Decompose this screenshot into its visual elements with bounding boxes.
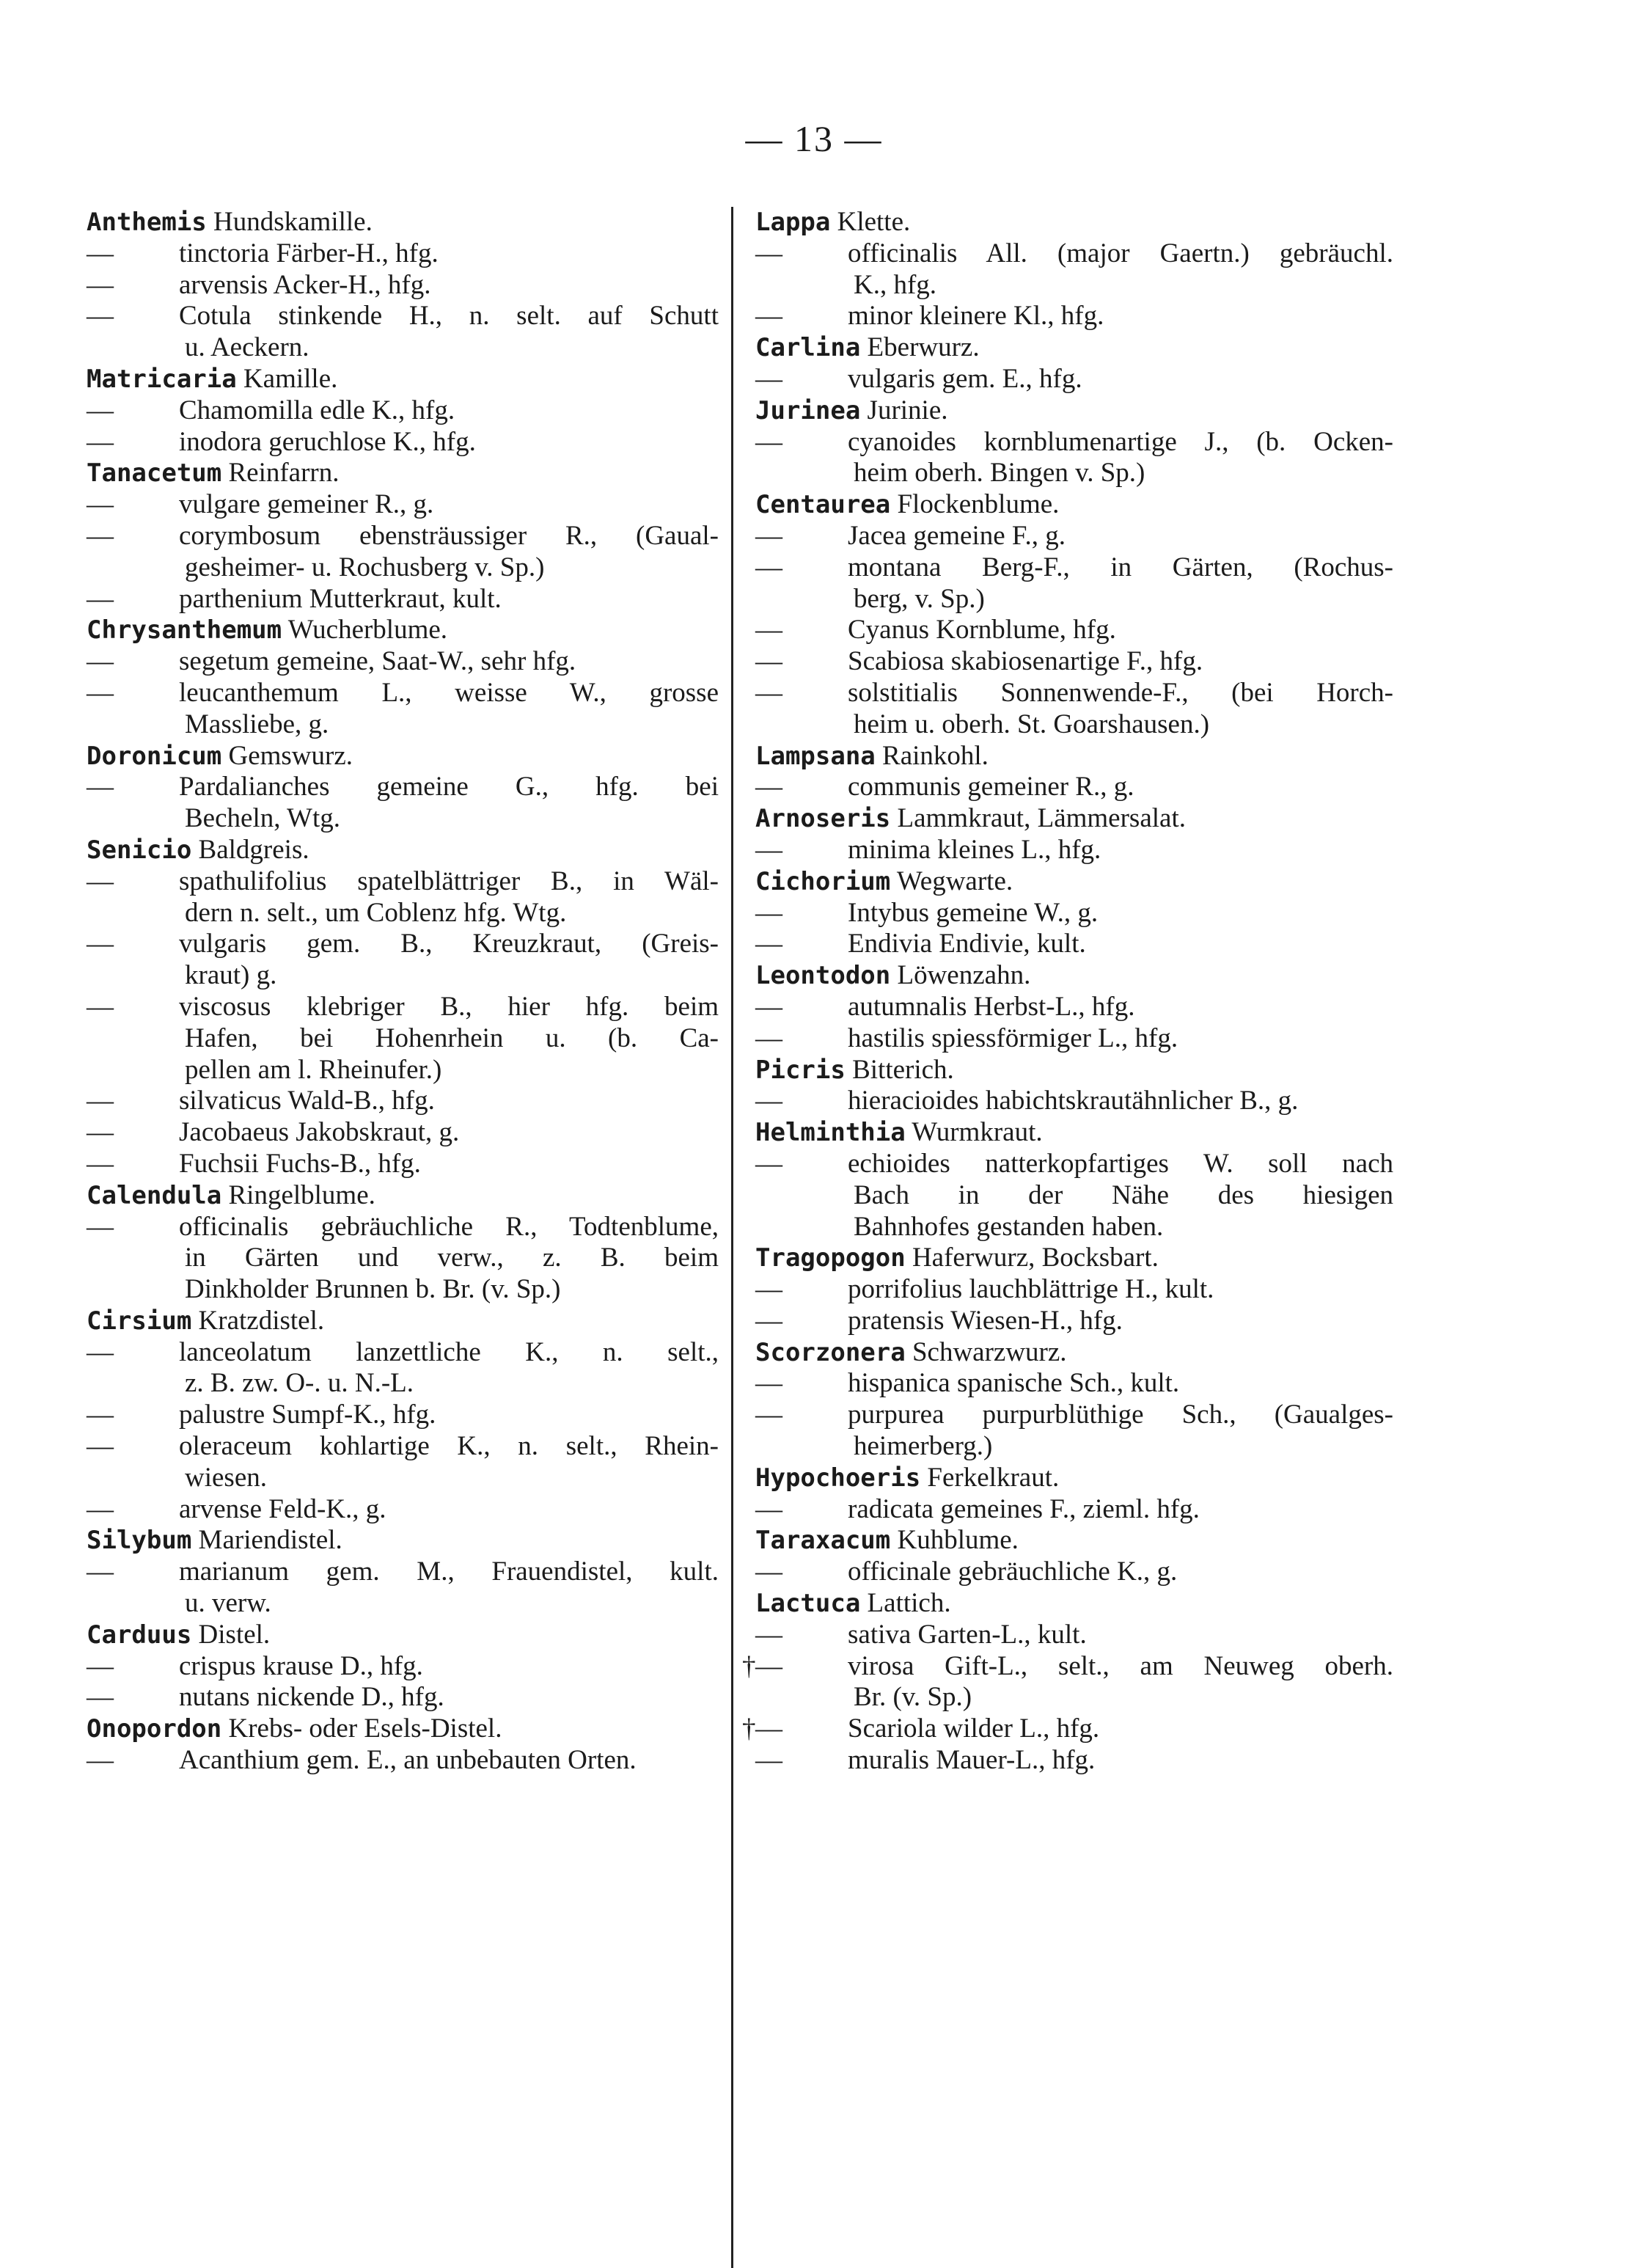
species-entry [87,1494,719,1526]
genus-name: Picris [755,1055,846,1085]
genus-entry [755,960,1393,992]
continuation-text: pellen am l. Rheinufer.) [185,1054,442,1085]
species-text: Pardalianches gemeine G., hfg. bei [179,772,719,802]
genus-entry [755,1243,1393,1274]
species-text: corymbosum ebensträussiger R., (Gaual- [179,520,719,551]
species-entry [87,1400,719,1431]
species-entry [87,1431,719,1463]
species-text: virosa Gift-L., selt., am Neuweg oberh. [848,1650,1393,1681]
continuation-text: u. verw. [185,1588,271,1619]
species-text: marianum gem. M., Frauendistel, kult. [179,1556,719,1587]
ditto-dash [755,1149,848,1180]
genus-common-name: Krebs- oder Esels-Distel. [228,1713,502,1744]
ditto-dash [755,1274,848,1306]
continuation-text: Bahnhofes gestanden haben. [854,1211,1164,1242]
ditto-dash [755,521,848,552]
species-text: montana Berg-F., in Gärten, (Rochus- [848,552,1393,582]
genus-name: Centaurea [755,490,891,520]
genus-entry [755,1463,1393,1494]
ditto-dash [87,521,179,552]
continuation-line [87,552,719,584]
genus-name: Jurinea [755,395,861,425]
continuation-line [755,458,1393,489]
species-text: lanceolatum lanzettliche K., n. selt., [179,1336,719,1367]
continuation-line [755,1180,1393,1212]
genus-entry [87,1180,719,1212]
ditto-dash [755,1086,848,1117]
species-text: oleraceum kohlartige K., n. selt., Rhein- [179,1431,719,1462]
species-text: hieracioides habichtskrautähnlicher B., g. [848,1086,1299,1116]
species-entry [755,1023,1393,1055]
genus-entry [755,741,1393,772]
species-entry [87,1682,719,1713]
species-entry [755,238,1393,270]
continuation-text: wiesen. [185,1462,267,1493]
species-entry [87,238,719,270]
ditto-dash [87,992,179,1023]
species-text: Chamomilla edle K., hfg. [179,395,455,425]
continuation-line [87,1274,719,1306]
genus-common-name: Hundskamille. [213,207,373,237]
species-text: palustre Sumpf-K., hfg. [179,1400,436,1430]
ditto-dash [755,1713,848,1745]
genus-common-name: Wurmkraut. [912,1117,1043,1148]
species-entry [87,866,719,898]
species-entry [87,427,719,458]
genus-entry [755,489,1393,521]
species-text: tinctoria Färber-H., hfg. [179,238,439,268]
genus-common-name: Ringelblume. [228,1179,375,1210]
species-text: cyanoides kornblumenartige J., (b. Ocken- [848,426,1393,457]
genus-common-name: Schwarzwurz. [912,1336,1067,1367]
species-text: parthenium Mutterkraut, kult. [179,583,502,614]
genus-name: Calendula [87,1180,222,1210]
continuation-text: z. B. zw. O-. u. N.-L. [185,1368,414,1399]
continuation-text: Becheln, Wtg. [185,803,341,834]
ditto-dash [87,646,179,678]
species-text: vulgaris gem. B., Kreuzkraut, (Greis- [179,929,719,959]
continuation-text: u. Aeckern. [185,332,309,363]
genus-entry [755,207,1393,238]
species-entry [755,552,1393,584]
species-text: communis gemeiner R., g. [848,772,1134,802]
genus-entry [755,1117,1393,1149]
species-text: vulgare gemeiner R., g. [179,489,434,520]
species-entry [87,929,719,960]
species-entry [755,1494,1393,1526]
species-text: Jacobaeus Jakobskraut, g. [179,1117,460,1148]
continuation-line [755,1682,1393,1713]
continuation-text: heim u. oberh. St. Goarshausen.) [854,709,1210,739]
species-entry [87,1212,719,1243]
species-entry [755,678,1393,709]
genus-name: Chrysanthemum [87,615,282,645]
species-entry [755,646,1393,678]
species-entry [755,1149,1393,1180]
continuation-text: Dinkholder Brunnen b. Br. (v. Sp.) [185,1274,561,1305]
species-text: officinale gebräuchliche K., g. [848,1556,1178,1587]
continuation-text: heimerberg.) [854,1431,993,1462]
species-entry [755,1620,1393,1651]
genus-entry [87,1525,719,1556]
species-entry [755,427,1393,458]
species-text: sativa Garten-L., kult. [848,1619,1087,1650]
species-entry [87,301,719,332]
genus-name: Lampsana [755,741,876,771]
species-entry [87,1556,719,1588]
genus-entry [87,1620,719,1651]
genus-common-name: Kratzdistel. [198,1305,325,1336]
genus-name: Hypochoeris [755,1463,921,1493]
ditto-dash [87,678,179,709]
genus-name: Anthemis [87,208,207,237]
genus-entry [755,395,1393,427]
species-text: Jacea gemeine F., g. [848,520,1066,551]
genus-common-name: Eberwurz. [867,332,980,363]
continuation-line [87,1368,719,1400]
species-entry [87,489,719,521]
genus-common-name: Ferkelkraut. [927,1462,1060,1493]
species-text: hispanica spanische Sch., kult. [848,1368,1180,1399]
genus-name: Senicio [87,835,192,865]
ditto-dash [755,552,848,584]
species-text: radicata gemeines F., zieml. hfg. [848,1493,1200,1524]
dagger-mark: † [742,1713,756,1744]
genus-name: Carlina [755,333,861,363]
ditto-dash [87,1494,179,1526]
species-text: Acanthium gem. E., an unbebauten Orten. [179,1745,637,1776]
genus-common-name: Mariendistel. [198,1525,342,1556]
species-text: inodora geruchlose K., hfg. [179,426,476,457]
continuation-text: dern n. selt., um Coblenz hfg. Wtg. [185,897,567,928]
ditto-dash [87,270,179,301]
species-text: purpurea purpurblüthige Sch., (Gaualges- [848,1400,1393,1430]
continuation-line [87,898,719,929]
species-entry [87,772,719,803]
genus-entry [87,1306,719,1337]
ditto-dash [87,584,179,615]
species-entry [87,646,719,678]
genus-entry [755,803,1393,835]
genus-name: Lappa [755,208,831,237]
species-text: hastilis spiessförmiger L., hfg. [848,1023,1178,1053]
ditto-dash [755,1023,848,1055]
ditto-dash [87,395,179,427]
ditto-dash [755,427,848,458]
genus-common-name: Gemswurz. [228,740,353,771]
continuation-line [87,1023,719,1055]
genus-name: Doronicum [87,741,222,771]
continuation-line [755,1212,1393,1243]
ditto-dash [87,1745,179,1777]
species-text: porrifolius lauchblättrige H., kult. [848,1274,1214,1305]
species-text: minor kleinere Kl., hfg. [848,301,1104,332]
continuation-line [87,1463,719,1494]
ditto-dash [87,238,179,270]
species-entry [755,1556,1393,1588]
dagger-mark: † [742,1650,756,1681]
species-entry [755,1086,1393,1117]
species-entry [755,835,1393,866]
genus-entry [87,835,719,866]
species-entry [87,1149,719,1180]
genus-common-name: Distel. [198,1619,271,1650]
ditto-dash [87,1212,179,1243]
ditto-dash [87,929,179,960]
ditto-dash [87,1149,179,1180]
continuation-text: kraut) g. [185,960,277,991]
genus-entry [755,332,1393,364]
genus-entry [87,1713,719,1745]
species-text: solstitialis Sonnenwende-F., (bei Horch- [848,677,1393,708]
species-entry [87,521,719,552]
genus-name: Cirsium [87,1306,192,1336]
ditto-dash [755,646,848,678]
genus-entry [755,1055,1393,1086]
left-column [87,207,719,1777]
continuation-text: Massliebe, g. [185,709,329,739]
genus-common-name: Haferwurz, Bocksbart. [912,1243,1159,1273]
ditto-dash [755,1556,848,1588]
species-entry [87,678,719,709]
genus-common-name: Lammkraut, Lämmersalat. [897,803,1186,834]
species-text: autumnalis Herbst-L., hfg. [848,991,1135,1022]
species-text: Cotula stinkende H., n. selt. auf Schutt [179,301,719,332]
species-text: viscosus klebriger B., hier hfg. beim [179,991,719,1022]
species-entry [87,1086,719,1117]
species-text: echioides natterkopfartiges W. soll nach [848,1148,1393,1179]
species-text: Endivia Endivie, kult. [848,929,1086,959]
genus-common-name: Wegwarte. [896,866,1013,896]
continuation-line [87,1243,719,1274]
species-entry [87,584,719,615]
ditto-dash [755,1651,848,1683]
continuation-line [87,332,719,364]
ditto-dash [755,1400,848,1431]
continuation-line [87,709,719,741]
species-entry [87,270,719,301]
species-entry [755,364,1393,395]
continuation-line [87,1055,719,1086]
ditto-dash [755,678,848,709]
ditto-dash [755,1368,848,1400]
genus-name: Tragopogon [755,1243,906,1273]
genus-entry [755,866,1393,898]
ditto-dash [755,929,848,960]
continuation-text: Br. (v. Sp.) [854,1682,972,1713]
genus-entry [755,1525,1393,1556]
continuation-text: Hafen, bei Hohenrhein u. (b. Ca- [185,1023,719,1053]
species-entry [755,1400,1393,1431]
ditto-dash [87,772,179,803]
continuation-line [87,803,719,835]
ditto-dash [755,835,848,866]
genus-name: Onopordon [87,1714,222,1744]
ditto-dash [755,898,848,929]
species-entry [755,521,1393,552]
species-text: muralis Mauer-L., hfg. [848,1745,1096,1776]
continuation-line [755,584,1393,615]
species-text: vulgaris gem. E., hfg. [848,363,1082,394]
species-entry [87,395,719,427]
ditto-dash [87,1651,179,1683]
genus-name: Lactuca [755,1589,861,1619]
species-entry [755,772,1393,803]
genus-name: Tanacetum [87,458,222,489]
species-text: officinalis All. (major Gaertn.) gebräuchl. [848,238,1393,268]
genus-name: Arnoseris [755,804,891,834]
species-text: Scariola wilder L., hfg. [848,1713,1100,1744]
species-entry [755,1306,1393,1337]
ditto-dash [87,1086,179,1117]
genus-common-name: Kuhblume. [897,1525,1019,1556]
species-entry [755,615,1393,646]
continuation-line [755,1431,1393,1463]
species-text: leucanthemum L., weisse W., grosse [179,677,719,708]
species-text: silvaticus Wald-B., hfg. [179,1086,435,1116]
species-entry [87,1651,719,1683]
genus-common-name: Löwenzahn. [897,960,1031,991]
ditto-dash [755,301,848,332]
genus-entry [755,1337,1393,1369]
species-text: nutans nickende D., hfg. [179,1682,444,1713]
continuation-text: K., hfg. [854,269,937,300]
species-entry [755,929,1393,960]
ditto-dash [87,427,179,458]
page-number: — 13 — [745,118,883,159]
genus-name: Taraxacum [755,1526,891,1556]
species-entry [742,1713,1393,1745]
genus-entry [87,458,719,489]
genus-common-name: Lattich. [867,1588,951,1619]
species-entry [755,1274,1393,1306]
genus-entry [87,364,719,395]
species-text: segetum gemeine, Saat-W., sehr hfg. [179,646,576,677]
continuation-text: heim oberh. Bingen v. Sp.) [854,458,1145,489]
right-column [742,207,1393,1777]
genus-entry [87,207,719,238]
ditto-dash [755,1620,848,1651]
genus-name: Scorzonera [755,1337,906,1367]
species-text: arvensis Acker-H., hfg. [179,269,431,300]
ditto-dash [755,1306,848,1337]
ditto-dash [87,489,179,521]
genus-name: Silybum [87,1526,192,1556]
species-text: minima kleines L., hfg. [848,834,1101,865]
genus-common-name: Reinfarrn. [228,458,340,489]
species-text: officinalis gebräuchliche R., Todtenblume, [179,1211,719,1242]
species-text: crispus krause D., hfg. [179,1650,423,1681]
species-text: Fuchsii Fuchs-B., hfg. [179,1148,421,1179]
genus-common-name: Kamille. [243,363,338,394]
genus-common-name: Flockenblume. [897,489,1060,520]
ditto-dash [755,772,848,803]
continuation-line [755,270,1393,301]
species-entry [87,1745,719,1777]
ditto-dash [755,992,848,1023]
ditto-dash [87,1431,179,1463]
genus-name: Carduus [87,1620,192,1650]
species-text: arvense Feld-K., g. [179,1493,386,1524]
continuation-line [87,1588,719,1620]
species-text: spathulifolius spatelblättriger B., in Wäl- [179,866,719,896]
genus-common-name: Baldgreis. [198,834,309,865]
ditto-dash [87,1337,179,1369]
genus-common-name: Rainkohl. [882,740,989,771]
continuation-line [755,709,1393,741]
genus-entry [87,615,719,646]
continuation-text: in Gärten und verw., z. B. beim [185,1243,719,1273]
genus-common-name: Klette. [837,207,911,237]
genus-entry [755,1588,1393,1620]
ditto-dash [87,1400,179,1431]
genus-name: Helminthia [755,1118,906,1148]
species-text: Cyanus Kornblume, hfg. [848,615,1116,645]
continuation-text: gesheimer- u. Rochusberg v. Sp.) [185,552,545,582]
ditto-dash [755,1494,848,1526]
ditto-dash [755,1745,848,1777]
ditto-dash [87,1556,179,1588]
genus-name: Leontodon [755,961,891,991]
genus-common-name: Wucherblume. [287,615,448,645]
ditto-dash [87,1117,179,1149]
ditto-dash [755,615,848,646]
species-entry [755,992,1393,1023]
column-divider [731,207,733,2268]
genus-name: Cichorium [755,866,891,896]
ditto-dash [87,301,179,332]
ditto-dash [755,238,848,270]
ditto-dash [87,866,179,898]
continuation-text: berg, v. Sp.) [854,583,985,614]
genus-entry [87,741,719,772]
species-entry [755,301,1393,332]
genus-common-name: Bitterich. [852,1054,954,1085]
species-text: pratensis Wiesen-H., hfg. [848,1305,1123,1336]
species-entry [87,1117,719,1149]
species-entry [87,992,719,1023]
continuation-line [87,960,719,992]
ditto-dash [755,364,848,395]
genus-name: Matricaria [87,364,237,394]
continuation-text: Bach in der Nähe des hiesigen [854,1179,1393,1210]
species-entry [87,1337,719,1369]
species-entry [755,1745,1393,1777]
species-entry [742,1650,1393,1683]
species-entry [755,1368,1393,1400]
ditto-dash [87,1682,179,1713]
species-text: Scabiosa skabiosenartige F., hfg. [848,646,1203,677]
species-entry [755,898,1393,929]
genus-common-name: Jurinie. [867,395,948,425]
species-text: Intybus gemeine W., g. [848,897,1099,928]
